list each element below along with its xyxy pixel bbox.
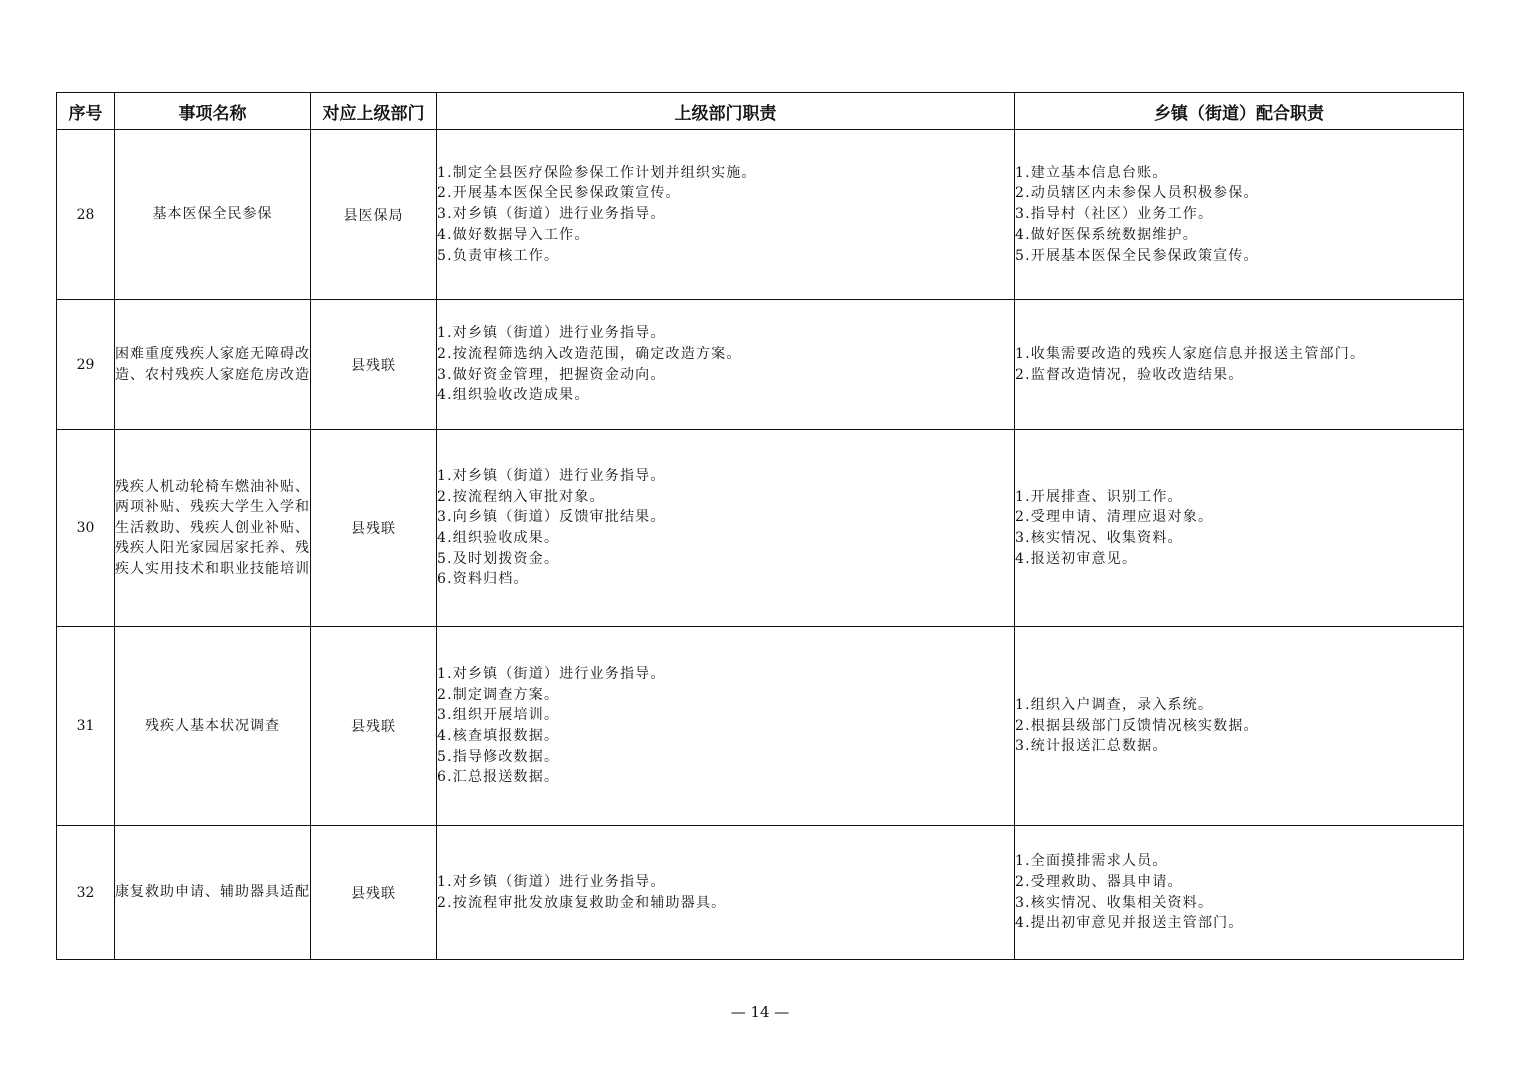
row-upper-duties [437, 826, 1015, 960]
row-upper-dept: 县医保局 [311, 130, 437, 300]
row-upper-duties [437, 430, 1015, 627]
table-row [57, 627, 1464, 826]
duty-line: 2.按流程纳入审批对象。 [437, 488, 605, 505]
row-no: 32 [57, 826, 115, 960]
row-upper-dept: 县残联 [311, 300, 437, 430]
duty-line: 5.开展基本医保全民参保政策宣传。 [1015, 247, 1259, 264]
header-upper-dept: 对应上级部门 [311, 93, 437, 130]
duty-line: 4.核查填报数据。 [437, 728, 560, 744]
row-no: 31 [57, 627, 115, 826]
duty-line: 1.制定全县医疗保险参保工作计划并组织实施。 [437, 164, 757, 181]
duty-line: 2.按流程审批发放康复救助金和辅助器具。 [437, 894, 727, 911]
duty-line: 4.组织验收改造成果。 [437, 387, 590, 404]
duty-line: 1.对乡镇（街道）进行业务指导。 [437, 665, 666, 682]
duty-line: 4.组织验收成果。 [437, 530, 560, 546]
row-item-name: 困难重度残疾人家庭无障碍改造、农村残疾人家庭危房改造 [115, 300, 311, 430]
duty-line: 1.组织入户调查，录入系统。 [1015, 696, 1214, 713]
row-no: 30 [57, 430, 115, 627]
row-town-duties [1015, 130, 1464, 300]
header-town-duties: 乡镇（街道）配合职责 [1015, 93, 1464, 130]
row-upper-duties [437, 300, 1015, 430]
row-town-duties [1015, 430, 1464, 627]
duty-line: 6.资料归档。 [437, 571, 529, 588]
duty-line: 1.对乡镇（街道）进行业务指导。 [437, 873, 666, 890]
duty-line: 5.负责审核工作。 [437, 247, 560, 264]
header-no: 序号 [57, 93, 115, 130]
duty-line: 2.动员辖区内未参保人员积极参保。 [1015, 185, 1259, 202]
duty-line: 3.统计报送汇总数据。 [1015, 738, 1168, 755]
row-no: 28 [57, 130, 115, 300]
duty-line: 3.指导村（社区）业务工作。 [1015, 206, 1214, 223]
duty-line: 1.开展排查、识别工作。 [1015, 488, 1183, 505]
row-item-name: 残疾人机动轮椅车燃油补贴、两项补贴、残疾大学生入学和生活救助、残疾人创业补贴、残疾人阳光家园居家托养、残疾人实用技术和职业技能培训 [115, 430, 311, 627]
table-row [57, 430, 1464, 627]
duty-line: 1.建立基本信息台账。 [1015, 164, 1168, 181]
duty-line: 1.对乡镇（街道）进行业务指导。 [437, 325, 666, 342]
table-row [57, 300, 1464, 430]
duty-table [56, 92, 1464, 960]
duty-line: 2.制定调查方案。 [437, 686, 560, 703]
row-town-duties [1015, 300, 1464, 430]
duty-line: 4.报送初审意见。 [1015, 550, 1138, 567]
row-upper-dept: 县残联 [311, 430, 437, 627]
duty-line: 5.及时划拨资金。 [437, 550, 560, 567]
duty-line: 3.核实情况、收集资料。 [1015, 530, 1183, 546]
row-upper-dept: 县残联 [311, 826, 437, 960]
duty-line: 2.开展基本医保全民参保政策宣传。 [437, 185, 681, 202]
row-item-name: 残疾人基本状况调查 [115, 627, 311, 826]
header-item-name: 事项名称 [115, 93, 311, 130]
duty-line: 1.全面摸排需求人员。 [1015, 853, 1168, 870]
duty-line: 2.受理救助、器具申请。 [1015, 873, 1183, 890]
row-item-name: 康复救助申请、辅助器具适配 [115, 826, 311, 960]
duty-line: 1.收集需要改造的残疾人家庭信息并报送主管部门。 [1015, 345, 1366, 362]
duty-line: 3.做好资金管理，把握资金动向。 [437, 366, 666, 383]
row-upper-duties [437, 130, 1015, 300]
duty-line: 2.受理申请、清理应退对象。 [1015, 509, 1214, 526]
page-number: — 14 — [730, 1003, 790, 1021]
row-upper-duties [437, 627, 1015, 826]
table-row [57, 130, 1464, 300]
duty-line: 4.做好数据导入工作。 [437, 226, 590, 243]
duty-line: 3.向乡镇（街道）反馈审批结果。 [437, 509, 666, 526]
duty-line: 1.对乡镇（街道）进行业务指导。 [437, 467, 666, 484]
row-town-duties [1015, 826, 1464, 960]
duty-line: 3.组织开展培训。 [437, 707, 560, 724]
duty-line: 6.汇总报送数据。 [437, 769, 560, 786]
duty-line: 2.按流程筛选纳入改造范围，确定改造方案。 [437, 345, 742, 362]
row-item-name: 基本医保全民参保 [115, 130, 311, 300]
duty-line: 2.根据县级部门反馈情况核实数据。 [1015, 717, 1259, 734]
duty-line: 2.监督改造情况，验收改造结果。 [1015, 366, 1244, 383]
row-town-duties [1015, 627, 1464, 826]
row-upper-dept: 县残联 [311, 627, 437, 826]
header-upper-duties: 上级部门职责 [437, 93, 1015, 130]
duty-line: 3.对乡镇（街道）进行业务指导。 [437, 206, 666, 223]
row-no: 29 [57, 300, 115, 430]
duty-line: 4.做好医保系统数据维护。 [1015, 226, 1198, 243]
table-header-row [57, 93, 1464, 130]
duty-line: 4.提出初审意见并报送主管部门。 [1015, 915, 1244, 932]
duty-line: 3.核实情况、收集相关资料。 [1015, 894, 1214, 911]
duty-line: 5.指导修改数据。 [437, 748, 560, 765]
table-row [57, 826, 1464, 960]
